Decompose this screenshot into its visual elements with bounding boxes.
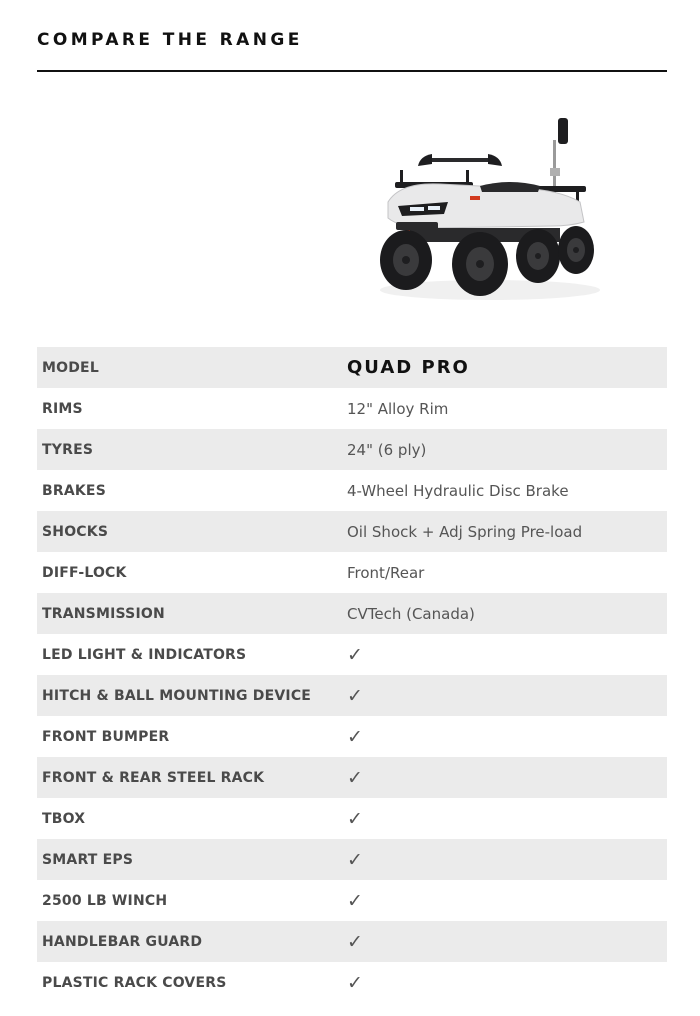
spec-label: LED LIGHT & INDICATORS xyxy=(42,646,247,663)
spec-value-check xyxy=(342,921,667,962)
title-divider xyxy=(37,70,667,72)
spec-label: HITCH & BALL MOUNTING DEVICE xyxy=(42,687,312,704)
spec-label: MODEL xyxy=(42,359,99,376)
spec-value-text: Front/Rear xyxy=(347,563,425,582)
spec-label: PLASTIC RACK COVERS xyxy=(42,974,227,991)
checkmark-icon: ✓ xyxy=(347,643,363,666)
spec-value xyxy=(342,429,667,470)
spec-label: TBOX xyxy=(42,810,86,827)
spec-label: SHOCKS xyxy=(42,523,109,540)
spec-value-check xyxy=(342,634,667,675)
checkmark-icon: ✓ xyxy=(347,848,363,871)
checkmark-icon: ✓ xyxy=(347,889,363,912)
spec-label: BRAKES xyxy=(42,482,106,499)
spec-value-text: 4-Wheel Hydraulic Disc Brake xyxy=(347,481,569,500)
model-name: QUAD PRO xyxy=(347,357,470,378)
spec-value-text: Oil Shock + Adj Spring Pre-load xyxy=(347,522,583,541)
spec-value-check xyxy=(342,757,667,798)
spec-label: FRONT & REAR STEEL RACK xyxy=(42,769,265,786)
spec-row xyxy=(37,921,667,962)
checkmark-icon: ✓ xyxy=(347,725,363,748)
spec-value-check xyxy=(342,716,667,757)
spec-value xyxy=(342,511,667,552)
spec-row xyxy=(37,716,667,757)
spec-row xyxy=(37,470,667,511)
specifications-table xyxy=(37,347,667,1003)
spec-label: TRANSMISSION xyxy=(42,605,165,622)
spec-row xyxy=(37,593,667,634)
spec-row xyxy=(37,880,667,921)
checkmark-icon: ✓ xyxy=(347,766,363,789)
spec-value xyxy=(342,552,667,593)
spec-label: HANDLEBAR GUARD xyxy=(42,933,203,950)
spec-value-text: 12" Alloy Rim xyxy=(347,399,449,418)
spec-row xyxy=(37,634,667,675)
spec-value xyxy=(342,388,667,429)
spec-label: SMART EPS xyxy=(42,851,134,868)
spec-value xyxy=(342,470,667,511)
spec-value-check xyxy=(342,962,667,1003)
checkmark-icon: ✓ xyxy=(347,807,363,830)
spec-label: TYRES xyxy=(42,441,94,458)
spec-row xyxy=(37,388,667,429)
spec-row xyxy=(37,429,667,470)
spec-value-check xyxy=(342,798,667,839)
spec-label: 2500 LB WINCH xyxy=(42,892,168,909)
spec-value-check xyxy=(342,880,667,921)
spec-row xyxy=(37,347,667,388)
specifications-rows xyxy=(37,347,667,1003)
spec-value xyxy=(342,347,667,388)
spec-row xyxy=(37,675,667,716)
spec-value-text: CVTech (Canada) xyxy=(347,604,475,623)
spec-row xyxy=(37,552,667,593)
checkmark-icon: ✓ xyxy=(347,930,363,953)
atv-quad-bike-image xyxy=(370,110,610,310)
spec-value-text: 24" (6 ply) xyxy=(347,440,427,459)
section-title: COMPARE THE RANGE xyxy=(37,30,303,50)
checkmark-icon: ✓ xyxy=(347,684,363,707)
spec-row xyxy=(37,511,667,552)
spec-label: RIMS xyxy=(42,400,83,417)
spec-value xyxy=(342,593,667,634)
spec-row xyxy=(37,839,667,880)
spec-value-check xyxy=(342,675,667,716)
checkmark-icon: ✓ xyxy=(347,971,363,994)
spec-label: FRONT BUMPER xyxy=(42,728,170,745)
spec-row xyxy=(37,798,667,839)
spec-label: DIFF-LOCK xyxy=(42,564,127,581)
spec-row xyxy=(37,757,667,798)
spec-value-check xyxy=(342,839,667,880)
spec-row xyxy=(37,962,667,1003)
